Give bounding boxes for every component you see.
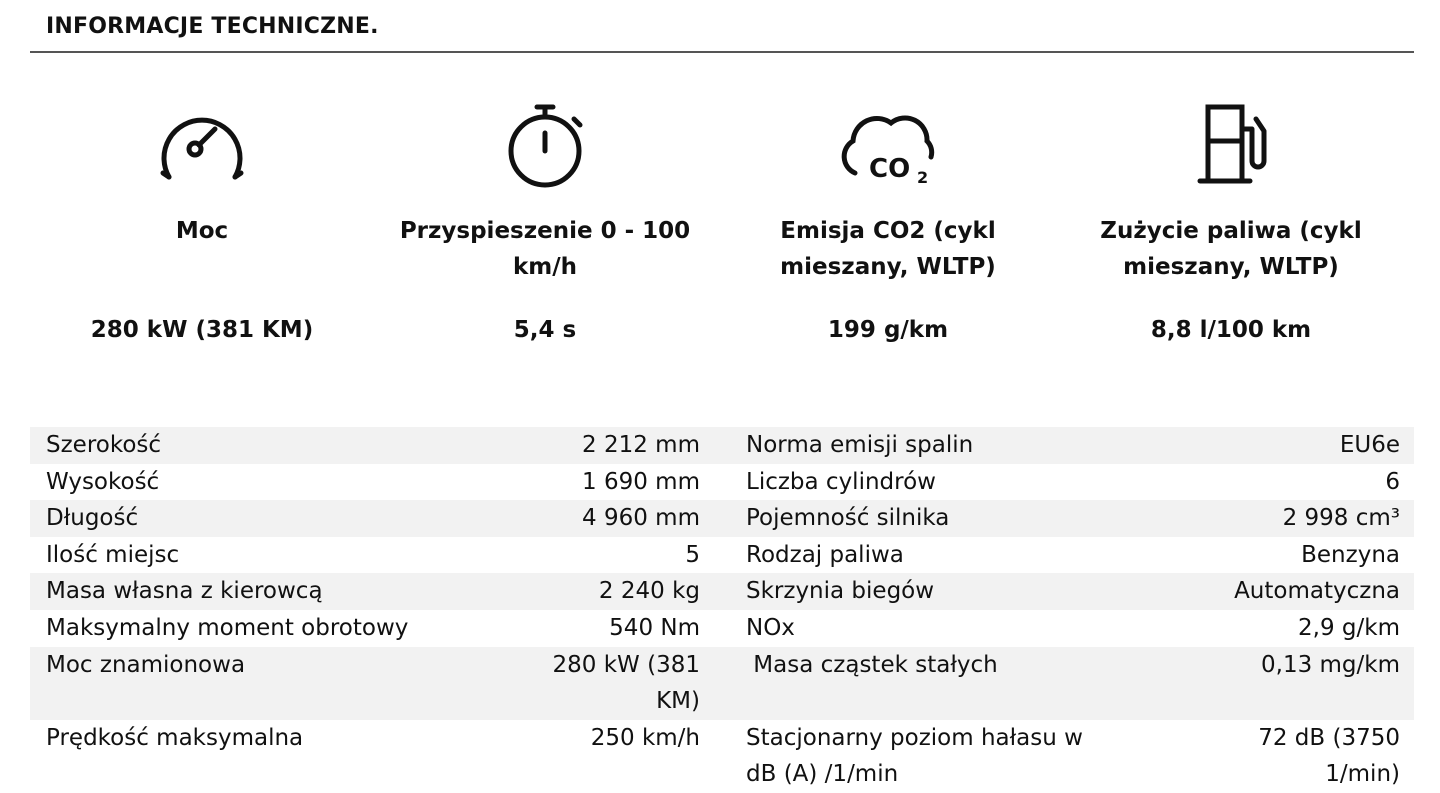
table-row: [30, 610, 1414, 647]
spec-value: 5: [685, 541, 700, 568]
spec-name: Moc znamionowa: [46, 651, 246, 678]
spec-name: Rodzaj paliwa: [746, 541, 904, 568]
spec-name: Prędkość maksymalna: [46, 724, 304, 751]
highlight-value: 199 g/km: [827, 317, 949, 343]
table-row: [30, 537, 1414, 574]
highlight-value: 5,4 s: [513, 317, 577, 343]
highlight-label: Emisja CO2 (cykl mieszany, WLTP): [780, 218, 996, 280]
spec-value: Automatyczna: [1234, 578, 1400, 605]
spec-value: EU6e: [1339, 432, 1400, 458]
table-row: [30, 647, 1414, 720]
table-row: [30, 573, 1414, 610]
spec-value: 280 kW (381 KM): [552, 651, 700, 715]
specs-table: [30, 427, 1414, 793]
spec-name: Ilość miejsc: [46, 541, 180, 568]
co2-cloud-icon: [728, 95, 1048, 195]
highlight-acceleration: [385, 95, 705, 343]
svg-text:CO: CO: [869, 154, 911, 184]
highlight-power: [42, 95, 362, 343]
spec-value: 72 dB (3750 1/min): [1258, 724, 1400, 788]
title-divider: [30, 51, 1414, 53]
spec-name: Maksymalny moment obrotowy: [46, 614, 409, 641]
table-row: [30, 500, 1414, 537]
spec-name: Norma emisji spalin: [746, 432, 974, 458]
highlight-label: Przyspieszenie 0 - 100 km/h: [399, 218, 691, 280]
highlight-co2: [728, 95, 1048, 343]
table-row: [30, 720, 1414, 793]
highlight-fuel: [1071, 95, 1391, 343]
spec-value: 6: [1385, 468, 1400, 495]
stopwatch-icon: [385, 95, 705, 195]
spec-value: 2 212 mm: [582, 432, 700, 458]
spec-name: NOx: [746, 614, 795, 641]
table-row: [30, 464, 1414, 501]
spec-name: Masa cząstek stałych: [746, 651, 998, 678]
spec-name: Wysokość: [46, 468, 160, 495]
spec-name: Masa własna z kierowcą: [46, 578, 323, 605]
fuel-pump-icon: [1071, 95, 1391, 195]
spec-name: Długość: [46, 505, 139, 532]
spec-value: 2 998 cm³: [1282, 505, 1400, 532]
spec-name: Szerokość: [46, 432, 162, 458]
spec-value: 250 km/h: [590, 724, 700, 751]
table-row: [30, 427, 1414, 464]
spec-value: 1 690 mm: [582, 468, 700, 495]
spec-value: 540 Nm: [609, 614, 700, 641]
spec-value: 2 240 kg: [598, 578, 700, 605]
spec-value: 4 960 mm: [582, 505, 700, 532]
spec-value: 0,13 mg/km: [1261, 651, 1400, 678]
spec-name: Skrzynia biegów: [746, 578, 935, 605]
highlight-value: 280 kW (381 KM): [90, 317, 314, 343]
spec-name: Pojemność silnika: [746, 505, 950, 532]
speedometer-icon: [42, 95, 362, 195]
svg-text:2: 2: [917, 168, 929, 187]
page-title: INFORMACJE TECHNICZNE.: [46, 14, 379, 39]
highlight-value: 8,8 l/100 km: [1150, 317, 1312, 343]
highlight-label: Moc: [175, 218, 229, 244]
spec-value: 2,9 g/km: [1298, 614, 1400, 641]
spec-name: Stacjonarny poziom hałasu w dB (A) /1/min: [746, 724, 1083, 788]
spec-value: Benzyna: [1301, 541, 1400, 568]
spec-name: Liczba cylindrów: [746, 468, 936, 495]
highlight-label: Zużycie paliwa (cykl mieszany, WLTP): [1100, 218, 1362, 280]
